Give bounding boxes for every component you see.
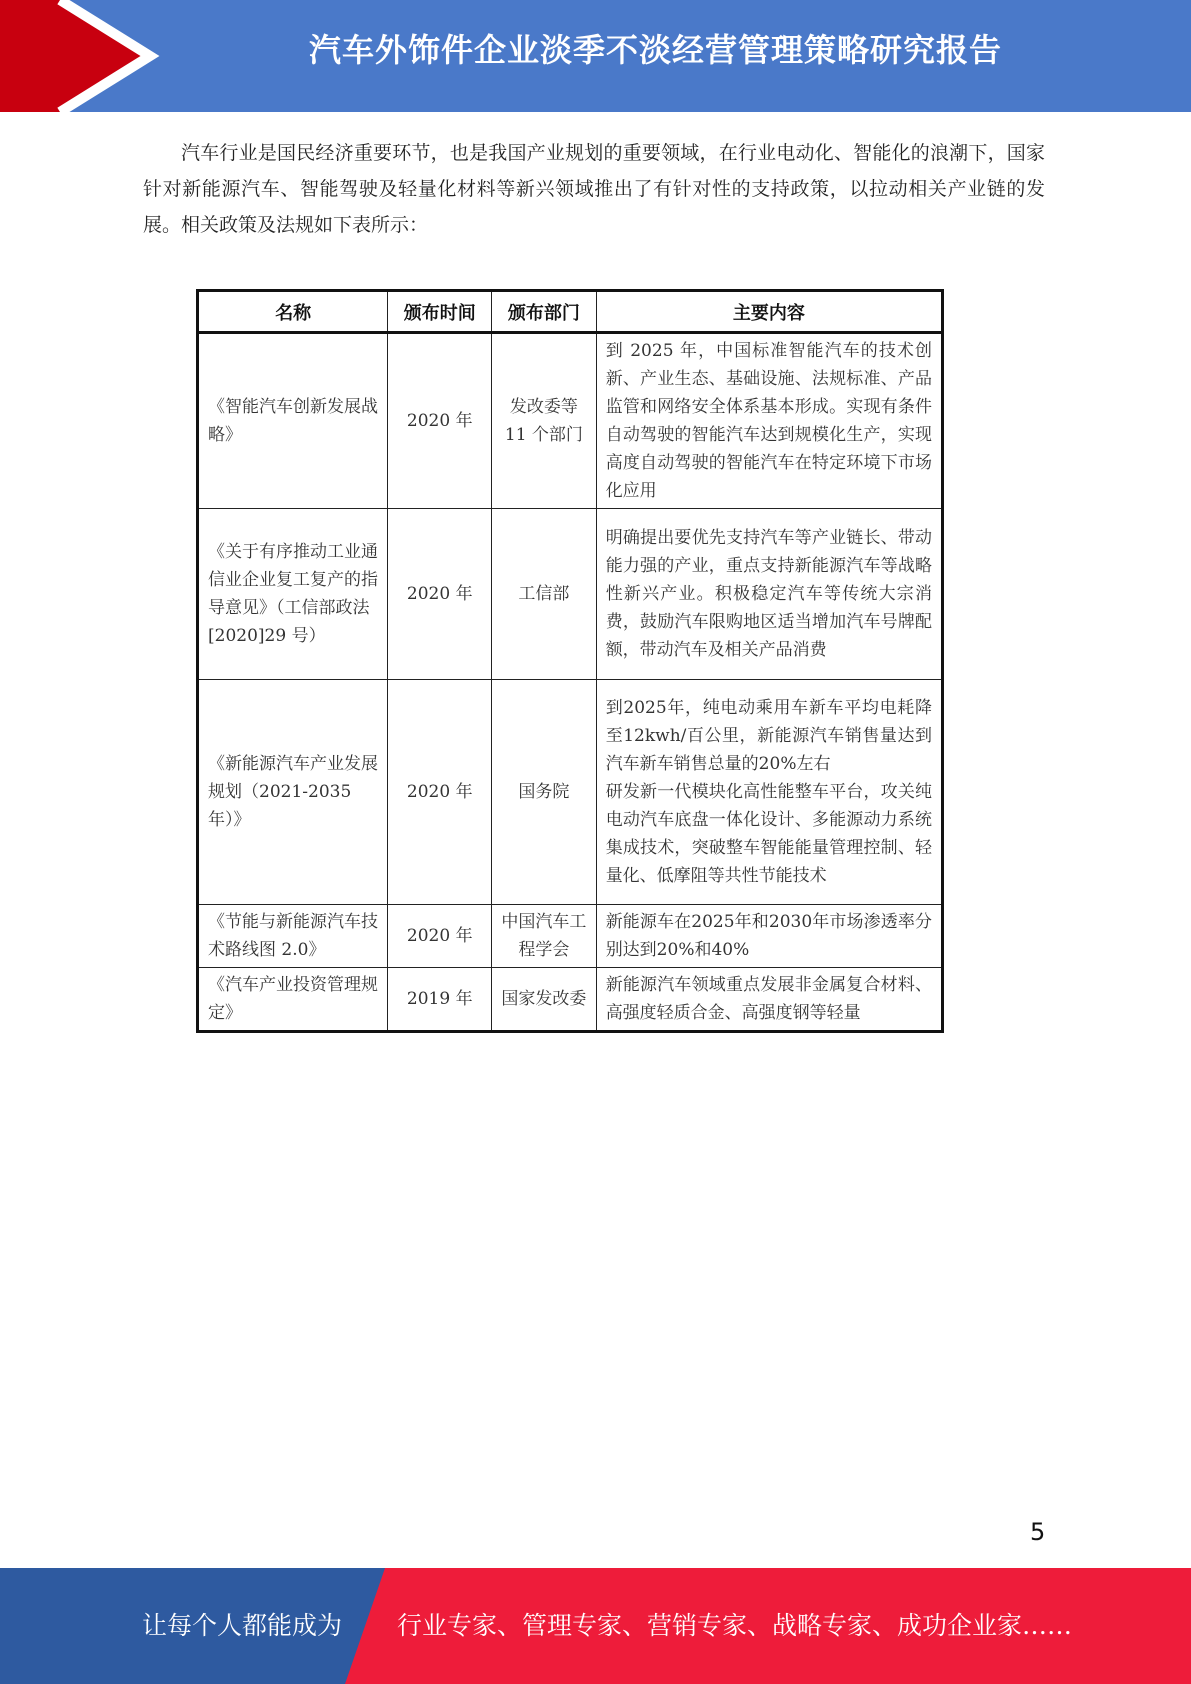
- table-row: [198, 968, 943, 1032]
- policy-time: 2020 年: [388, 680, 492, 905]
- footer-slogan-right: 行业专家、管理专家、营销专家、战略专家、成功企业家……: [397, 1611, 1073, 1640]
- policy-name: 《新能源汽车产业发展规划（2021-2035 年）》: [198, 680, 388, 905]
- policy-name: 《汽车产业投资管理规定》: [198, 968, 388, 1032]
- policy-name: 《节能与新能源汽车技术路线图 2.0》: [198, 905, 388, 968]
- table-row: [198, 509, 943, 680]
- header-dept: 颁布部门: [492, 291, 597, 333]
- footer-slogan-left: 让每个人都能成为: [142, 1611, 343, 1640]
- table-header-row: [198, 291, 943, 333]
- policy-table: [196, 289, 944, 1033]
- table-row: [198, 680, 943, 905]
- policy-time: 2020 年: [388, 333, 492, 509]
- footer-banner: [0, 1568, 1191, 1684]
- document-title: 汽车外饰件企业淡季不淡经营管理策略研究报告: [308, 31, 1002, 69]
- policy-name: 《关于有序推动工业通信业企业复工复产的指导意见》（工信部政法[2020]29 号）: [198, 509, 388, 680]
- policy-time: 2020 年: [388, 905, 492, 968]
- header-time: 颁布时间: [388, 291, 492, 333]
- header-chevron-decoration: [0, 0, 170, 112]
- policy-content: 明确提出要优先支持汽车等产业链长、带动能力强的产业，重点支持新能源汽车等战略性新兴产业。积极稳定汽车等传统大宗消费，鼓励汽车限购地区适当增加汽车号牌配额，带动汽车及相关产品消费: [596, 509, 942, 680]
- policy-content: 到2025年，纯电动乘用车新车平均电耗降至12kwh/百公里，新能源汽车销售量达到汽车新车销售总量的20%左右 研发新一代模块化高性能整车平台，攻关纯电动汽车底盘一体化设计、多能源动力系统集成技术，突破整车智能能量管理控制、轻量化、低摩阻等共性节能技术: [596, 680, 942, 905]
- header-name: 名称: [198, 291, 388, 333]
- policy-time: 2019 年: [388, 968, 492, 1032]
- header-content: 主要内容: [596, 291, 942, 333]
- policy-content: 新能源车在2025年和2030年市场渗透率分别达到20%和40%: [596, 905, 942, 968]
- intro-paragraph: 汽车行业是国民经济重要环节，也是我国产业规划的重要领域，在行业电动化、智能化的浪潮下，国家针对新能源汽车、智能驾驶及轻量化材料等新兴领域推出了有针对性的支持政策，以拉动相关产业链的发展。相关政策及法规如下表所示：: [143, 142, 1045, 236]
- policy-dept: 国务院: [492, 680, 597, 905]
- policy-dept: 工信部: [492, 509, 597, 680]
- policy-dept: 中国汽车工程学会: [492, 905, 597, 968]
- policy-dept: 国家发改委: [492, 968, 597, 1032]
- policy-time: 2020 年: [388, 509, 492, 680]
- page-number: 5: [1030, 1518, 1046, 1546]
- header-banner: [0, 0, 1191, 112]
- policy-name: 《智能汽车创新发展战略》: [198, 333, 388, 509]
- policy-content: 新能源汽车领域重点发展非金属复合材料、高强度轻质合金、高强度钢等轻量: [596, 968, 942, 1032]
- table-row: [198, 333, 943, 509]
- policy-dept: 发改委等 11 个部门: [492, 333, 597, 509]
- policy-content: 到 2025 年，中国标准智能汽车的技术创新、产业生态、基础设施、法规标准、产品监管和网络安全体系基本形成。实现有条件自动驾驶的智能汽车达到规模化生产，实现高度自动驾驶的智能汽车在特定环境下市场化应用: [596, 333, 942, 509]
- table-row: [198, 905, 943, 968]
